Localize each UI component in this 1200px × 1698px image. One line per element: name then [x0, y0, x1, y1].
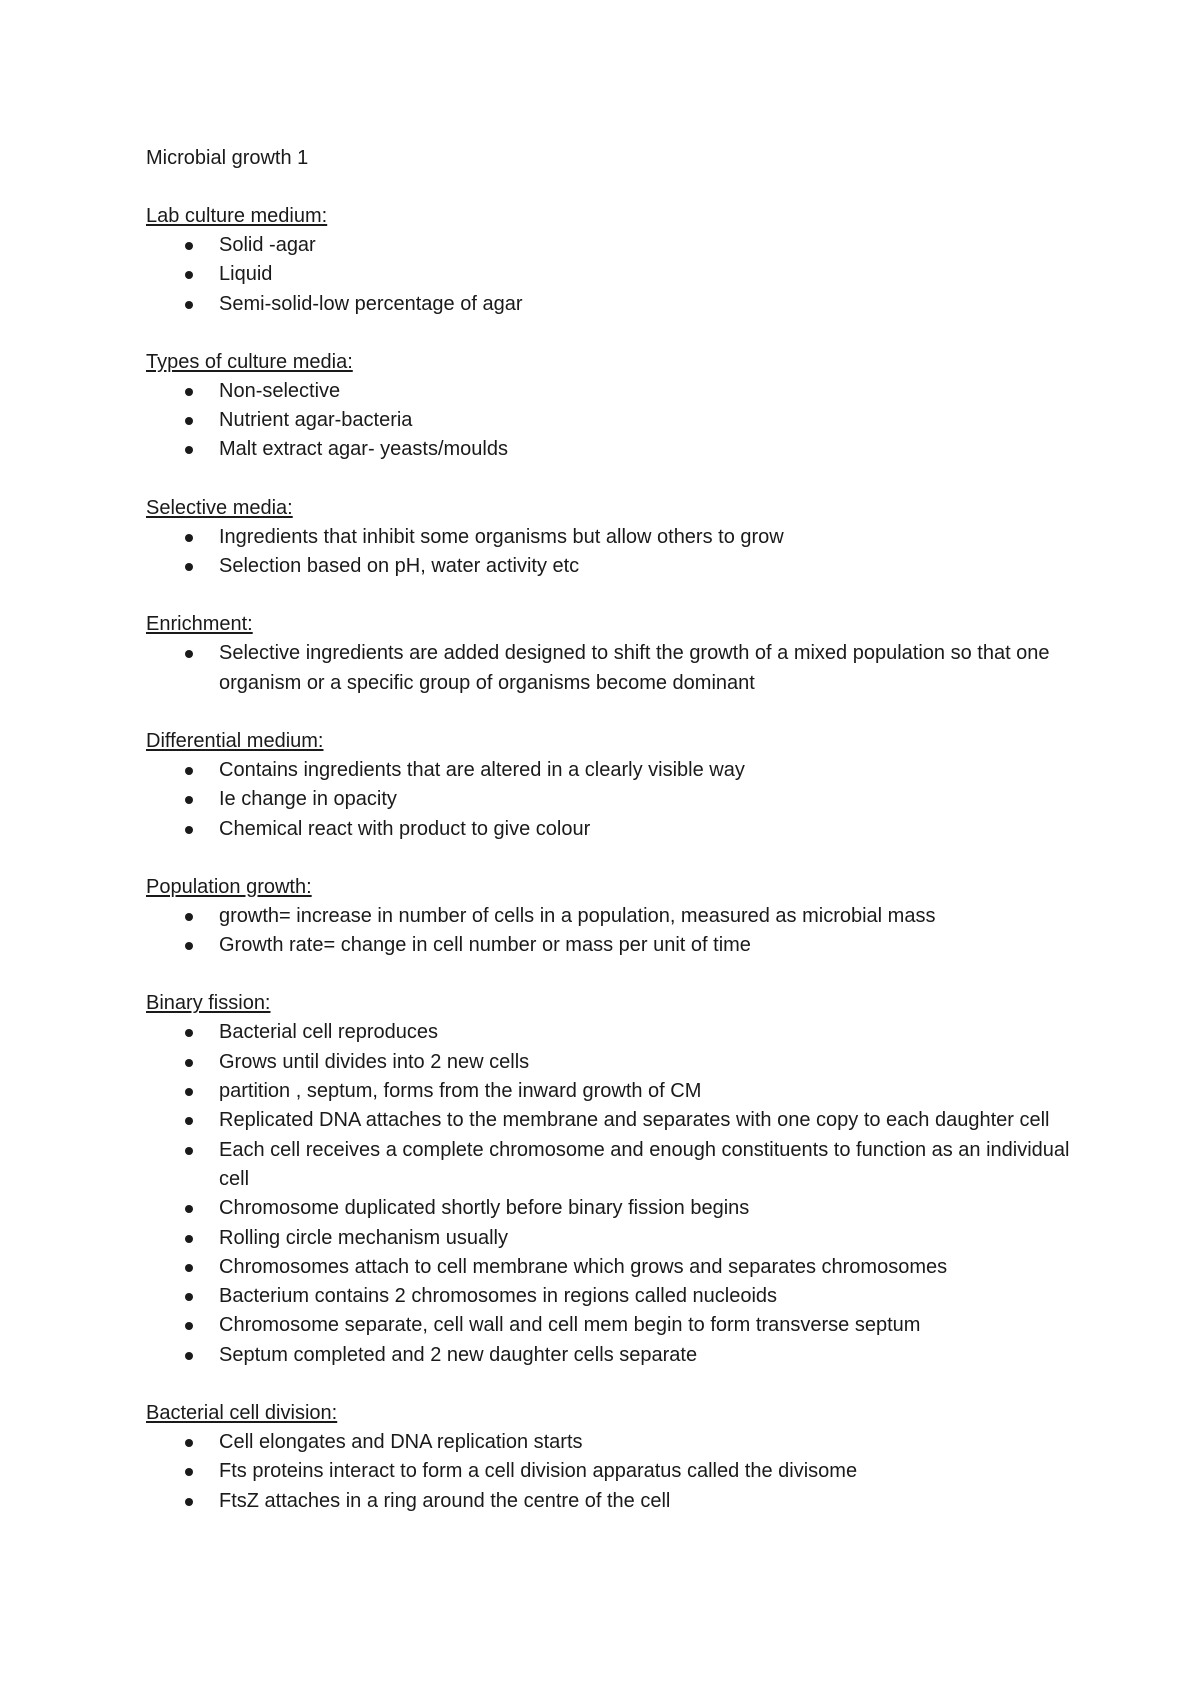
list-item-text: Ingredients that inhibit some organisms but allow others to grow	[219, 525, 784, 548]
list-item-text: Liquid	[219, 263, 273, 286]
section	[146, 873, 1086, 961]
bullet-icon	[185, 942, 193, 950]
section-heading: Differential medium:	[146, 729, 324, 752]
list-item-text: Growth rate= change in cell number or mass per unit of time	[219, 934, 751, 957]
list-item	[146, 785, 1086, 814]
list-item-text: Ie change in opacity	[219, 788, 397, 811]
document-title: Microbial growth 1	[146, 147, 309, 169]
bullet-icon	[185, 417, 193, 425]
list-item-text: Semi-solid-low percentage of agar	[219, 292, 523, 315]
bullet-icon	[185, 1293, 193, 1301]
list-item	[146, 1341, 1086, 1370]
bullet-list	[146, 756, 1086, 844]
list-item-text: Grows until divides into 2 new cells	[219, 1050, 530, 1073]
list-item-text: Septum completed and 2 new daughter cells separate	[219, 1343, 698, 1366]
section-heading: Lab culture medium:	[146, 205, 328, 227]
list-item	[146, 523, 1086, 552]
list-item	[146, 902, 1086, 931]
list-item	[146, 1194, 1086, 1223]
list-item	[146, 1106, 1086, 1135]
bullet-icon	[185, 1264, 193, 1272]
bullet-icon	[185, 1322, 193, 1330]
bullet-icon	[185, 913, 193, 921]
list-item-text: Contains ingredients that are altered in a clearly visible way	[219, 758, 745, 781]
bullet-icon	[185, 1117, 193, 1125]
list-item	[146, 435, 1086, 464]
list-item	[146, 639, 1086, 698]
list-item-text: Each cell receives a complete chromosome and enough constituents to function as an individual cell	[219, 1138, 1070, 1190]
bullet-icon	[185, 1235, 193, 1243]
bullet-list	[146, 902, 1086, 961]
list-item	[146, 931, 1086, 960]
list-item	[146, 1077, 1086, 1106]
list-item	[146, 1457, 1086, 1486]
list-item-text: Rolling circle mechanism usually	[219, 1226, 508, 1249]
list-item	[146, 260, 1086, 289]
bullet-icon	[185, 1468, 193, 1476]
section	[146, 610, 1086, 698]
list-item	[146, 1048, 1086, 1077]
list-item-text: Cell elongates and DNA replication starts	[219, 1431, 583, 1454]
bullet-icon	[185, 301, 193, 309]
list-item-text: Solid -agar	[219, 234, 316, 256]
section-heading: Selective media:	[146, 496, 293, 519]
bullet-icon	[185, 1088, 193, 1096]
bullet-icon	[185, 534, 193, 542]
bullet-list	[146, 1428, 1086, 1516]
list-item	[146, 1311, 1086, 1340]
bullet-list	[146, 231, 1086, 319]
bullet-icon	[185, 767, 193, 775]
bullet-icon	[185, 826, 193, 834]
section-heading: Population growth:	[146, 875, 312, 898]
list-item-text: Bacterial cell reproduces	[219, 1021, 438, 1044]
section	[146, 1399, 1086, 1516]
bullet-icon	[185, 1498, 193, 1506]
bullet-icon	[185, 1205, 193, 1213]
list-item	[146, 815, 1086, 844]
list-item-text: Chemical react with product to give colour	[219, 817, 591, 840]
bullet-icon	[185, 650, 193, 658]
bullet-icon	[185, 796, 193, 804]
section-heading: Binary fission:	[146, 992, 271, 1015]
list-item-text: Replicated DNA attaches to the membrane and separates with one copy to each daughter cell	[219, 1109, 1050, 1132]
bullet-list	[146, 639, 1086, 698]
list-item	[146, 1224, 1086, 1253]
list-item-text: Selection based on pH, water activity etc	[219, 555, 580, 578]
list-item	[146, 756, 1086, 785]
section	[146, 202, 1086, 319]
bullet-icon	[185, 1439, 193, 1447]
bullet-icon	[185, 388, 193, 396]
list-item	[146, 1282, 1086, 1311]
list-item	[146, 290, 1086, 319]
bullet-icon	[185, 242, 193, 250]
list-item-text: Selective ingredients are added designed to shift the growth of a mixed population so that one organism or a specific group of organisms become dominant	[219, 642, 1050, 694]
list-item	[146, 552, 1086, 581]
list-item-text: growth= increase in number of cells in a population, measured as microbial mass	[219, 904, 936, 927]
bullet-list	[146, 377, 1086, 465]
section	[146, 348, 1086, 465]
section	[146, 989, 1086, 1370]
list-item-text: FtsZ attaches in a ring around the centre of the cell	[219, 1489, 671, 1512]
bullet-list	[146, 1018, 1086, 1370]
list-item	[146, 377, 1086, 406]
list-item-text: Nutrient agar-bacteria	[219, 409, 413, 432]
list-item-text: Malt extract agar- yeasts/moulds	[219, 438, 508, 461]
list-item	[146, 406, 1086, 435]
section-heading: Bacterial cell division:	[146, 1402, 338, 1425]
list-item	[146, 1487, 1086, 1516]
list-item-text: Bacterium contains 2 chromosomes in regions called nucleoids	[219, 1285, 778, 1308]
section-heading: Enrichment:	[146, 613, 253, 636]
list-item	[146, 1428, 1086, 1457]
section	[146, 727, 1086, 844]
list-item-text: Non-selective	[219, 379, 341, 402]
list-item	[146, 1253, 1086, 1282]
bullet-icon	[185, 271, 193, 279]
document-page	[146, 144, 1086, 1545]
list-item-text: Chromosomes attach to cell membrane which grows and separates chromosomes	[219, 1255, 948, 1278]
list-item-text: Fts proteins interact to form a cell division apparatus called the divisome	[219, 1460, 858, 1483]
document-body	[146, 202, 1086, 1516]
list-item	[146, 231, 1086, 260]
bullet-icon	[185, 446, 193, 454]
section	[146, 494, 1086, 582]
bullet-icon	[185, 1352, 193, 1360]
list-item	[146, 1136, 1086, 1195]
bullet-icon	[185, 1059, 193, 1067]
list-item-text: Chromosome separate, cell wall and cell mem begin to form transverse septum	[219, 1314, 921, 1337]
bullet-icon	[185, 563, 193, 571]
list-item	[146, 1018, 1086, 1047]
list-item-text: partition , septum, forms from the inward growth of CM	[219, 1080, 702, 1103]
bullet-icon	[185, 1147, 193, 1155]
bullet-icon	[185, 1029, 193, 1037]
bullet-list	[146, 523, 1086, 582]
list-item-text: Chromosome duplicated shortly before binary fission begins	[219, 1197, 750, 1220]
section-heading: Types of culture media:	[146, 350, 353, 373]
